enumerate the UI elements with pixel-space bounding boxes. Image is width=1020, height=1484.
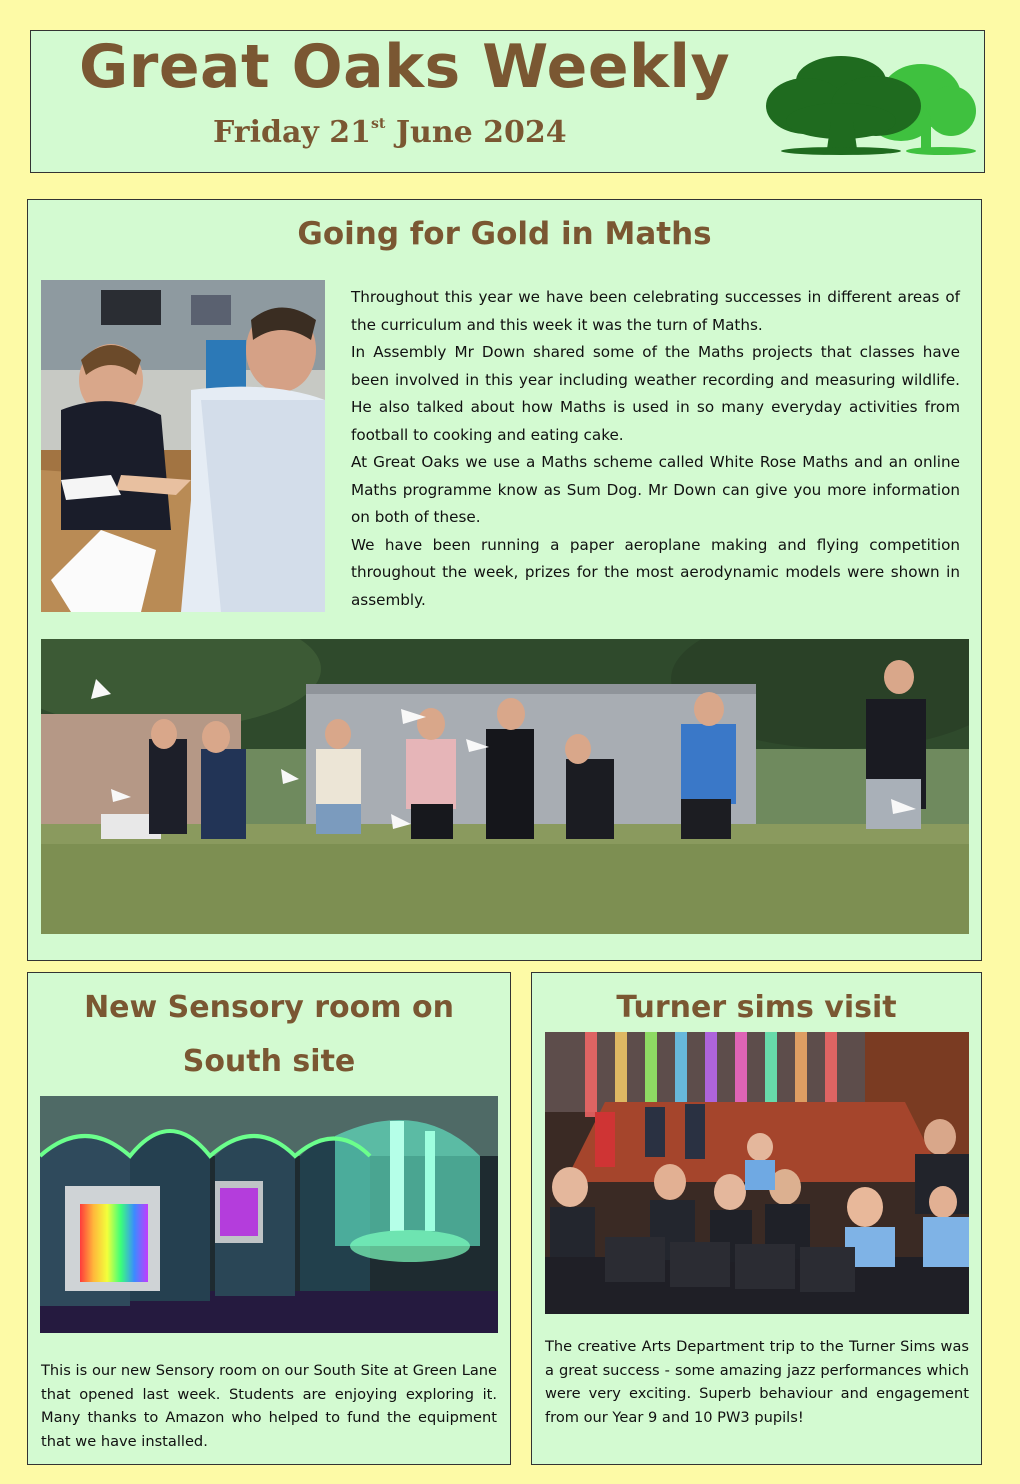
maths-heading: Going for Gold in Maths bbox=[297, 216, 712, 252]
turner-sims-group-photo bbox=[545, 1032, 969, 1314]
masthead bbox=[30, 30, 985, 173]
turner-sims-article bbox=[531, 972, 982, 1465]
maths-body-text bbox=[351, 284, 960, 614]
paper-plane-competition-photo bbox=[41, 639, 969, 934]
maths-paragraph: Throughout this year we have been celebrating successes in different areas of the curriculum and this week it was the turn of Maths. bbox=[351, 288, 960, 334]
paper-plane-making-photo bbox=[41, 280, 325, 612]
maths-article bbox=[27, 199, 982, 961]
turner-body-text: The creative Arts Department trip to the Turner Sims was a great success - some amazing jazz performances which were very exciting. Superb behaviour and engagement from our Year 9 and 10 PW3 pupils! bbox=[545, 1338, 969, 1426]
maths-paragraph: We have been running a paper aeroplane making and flying competition throughout the week, prizes for the most aerodynamic models were shown in assembly. bbox=[351, 535, 960, 609]
sensory-room-photo bbox=[40, 1096, 498, 1333]
date-day: Friday 21 bbox=[213, 115, 372, 150]
newsletter-title: Great Oaks Weekly bbox=[79, 32, 731, 102]
newsletter-date bbox=[213, 117, 567, 148]
turner-heading: Turner sims visit bbox=[616, 990, 897, 1025]
maths-paragraph: At Great Oaks we use a Maths scheme called White Rose Maths and an online Maths programme know as Sum Dog. Mr Down can give you more information on both of these. bbox=[351, 453, 960, 526]
sensory-room-article bbox=[27, 972, 511, 1465]
sensory-heading: New Sensory room on South site bbox=[84, 990, 454, 1079]
maths-paragraph: In Assembly Mr Down shared some of the Maths projects that classes have been involved in this year including weather recording and measuring wildlife. He also talked about how Maths is used in so many everyday activities from football to cooking and eating cake. bbox=[351, 343, 960, 444]
oak-tree-logo bbox=[761, 51, 976, 156]
sensory-body-text: This is our new Sensory room on our South Site at Green Lane that opened last week. Students are enjoying exploring it. Many thanks to Amazon who helped to fund the equipment that we have installed. bbox=[41, 1362, 497, 1450]
date-month-year: June 2024 bbox=[385, 115, 567, 150]
date-ordinal: st bbox=[371, 116, 386, 132]
